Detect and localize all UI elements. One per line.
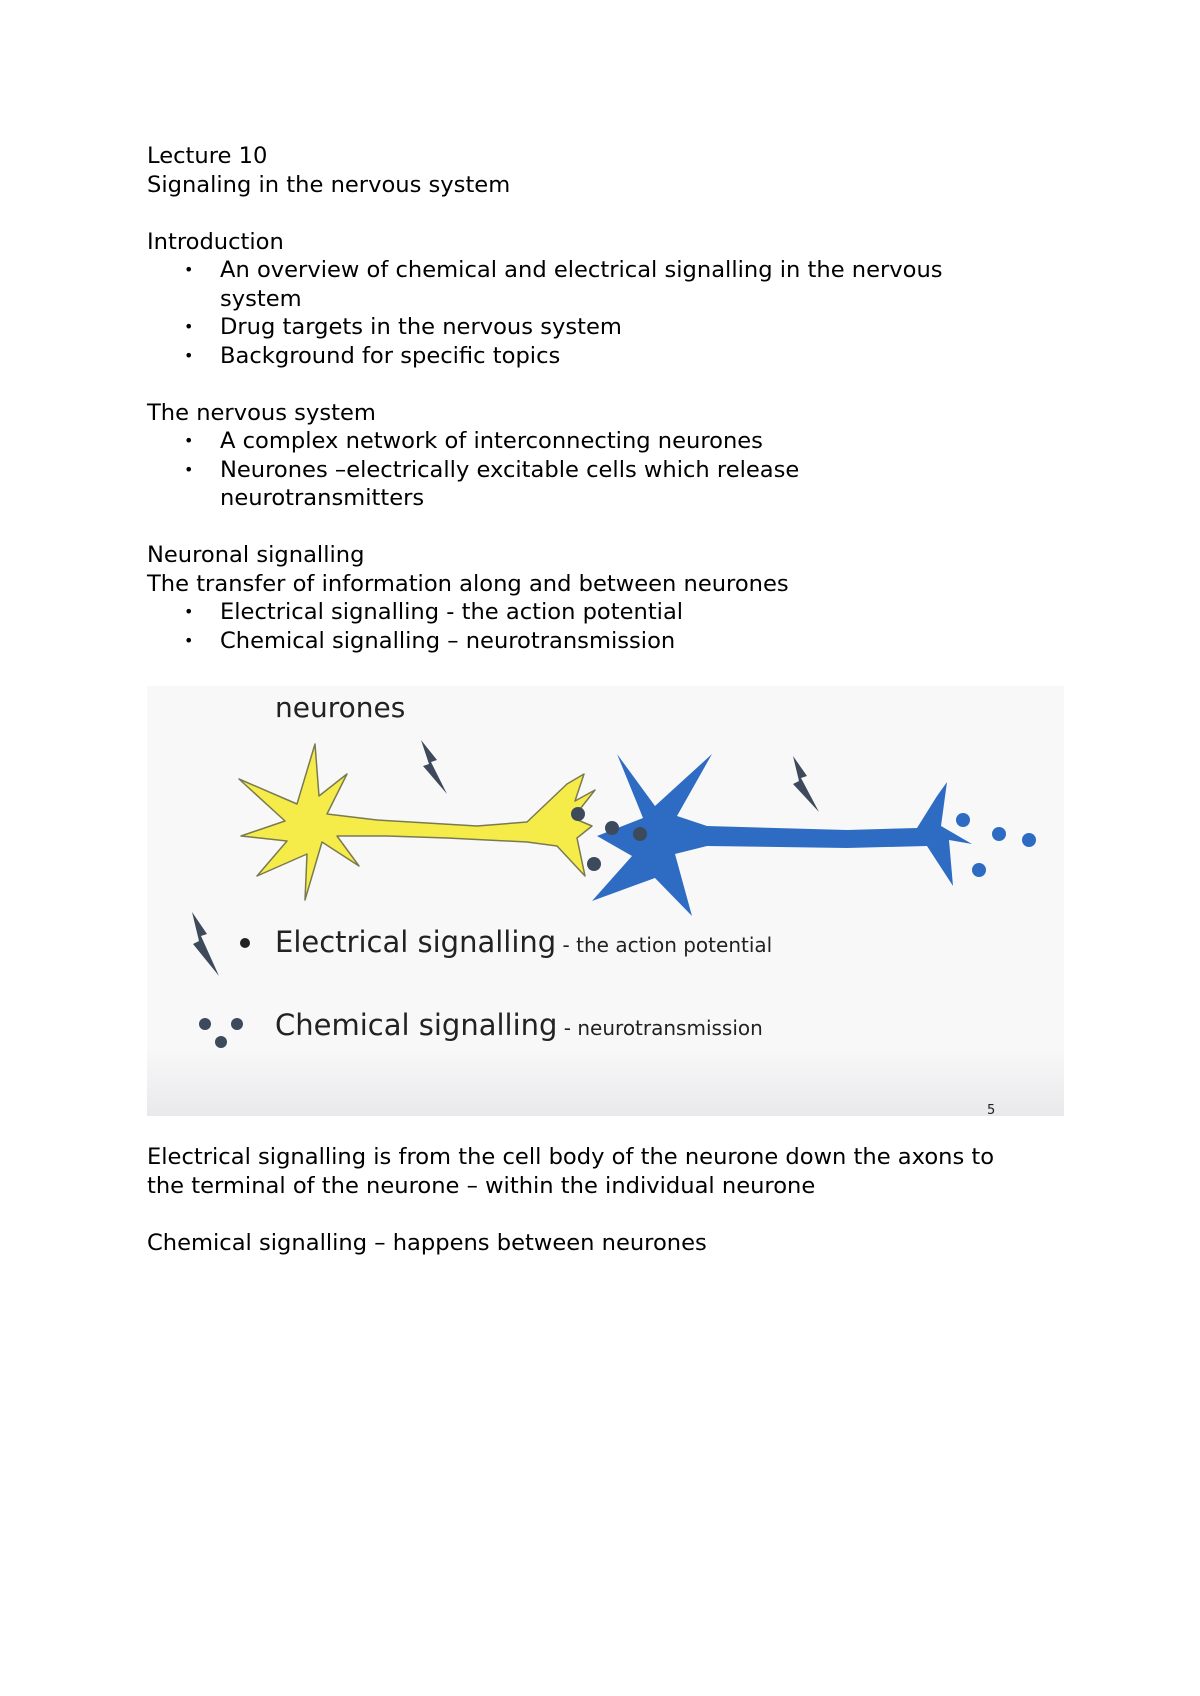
paragraph-line: the terminal of the neurone – within the individual neurone <box>147 1172 816 1199</box>
list-item-continuation: neurotransmitters <box>220 485 425 511</box>
bullet-icon: • <box>184 459 194 479</box>
slide-title: neurones <box>275 691 406 724</box>
blue-neurone <box>592 754 972 916</box>
slide-bullet-chemical: Chemical signalling - neurotransmission <box>275 1008 763 1042</box>
neurotransmitter-dots-blue <box>956 813 1036 877</box>
list-item: • Electrical signalling - the action potential <box>184 599 684 625</box>
yellow-neurone <box>239 744 595 900</box>
section-heading-neuronal-signalling: Neuronal signalling <box>147 542 365 568</box>
lightning-icon <box>192 912 219 976</box>
section-heading-introduction: Introduction <box>147 228 284 255</box>
bullet-icon: • <box>184 602 194 621</box>
list-item: • Drug targets in the nervous system <box>184 314 622 340</box>
list-item-continuation: system <box>220 285 302 312</box>
lecture-number: Lecture 10 <box>147 143 268 169</box>
bullet-icon: • <box>184 317 194 336</box>
chemical-dots-icon <box>199 1018 243 1048</box>
lightning-icon <box>793 756 819 812</box>
document-body <box>147 142 1067 655</box>
list-item: • A complex network of interconnecting neurones <box>184 428 763 454</box>
bullet-icon: • <box>184 431 194 450</box>
introduction-list <box>147 256 1067 370</box>
nervous-system-list <box>147 427 1067 513</box>
bullet-icon: • <box>184 630 194 650</box>
slide-image <box>147 686 1064 1116</box>
document-body-after <box>147 1143 1077 1257</box>
lightning-icon <box>421 740 447 794</box>
paragraph-line: Electrical signalling is from the cell body of the neurone down the axons to <box>147 1144 995 1170</box>
list-item: • Background for specific topics <box>184 342 561 369</box>
bullet-icon: • <box>184 345 194 365</box>
slide-bullet-icon <box>240 938 250 948</box>
neuronal-signalling-list <box>147 598 1067 655</box>
paragraph: Chemical signalling – happens between neurones <box>147 1229 707 1256</box>
slide-page-number: 5 <box>987 1103 996 1116</box>
list-item: • Neurones –electrically excitable cells which release <box>184 456 800 483</box>
list-item: • Chemical signalling – neurotransmission <box>184 627 676 654</box>
section-subheading: The transfer of information along and between neurones <box>147 570 789 597</box>
slide-bullet-electrical: Electrical signalling - the action potential <box>275 925 773 959</box>
section-heading-nervous-system: The nervous system <box>147 399 376 426</box>
list-item: • An overview of chemical and electrical signalling in the nervous <box>184 257 943 283</box>
lecture-title: Signaling in the nervous system <box>147 171 511 198</box>
bullet-icon: • <box>184 260 194 279</box>
